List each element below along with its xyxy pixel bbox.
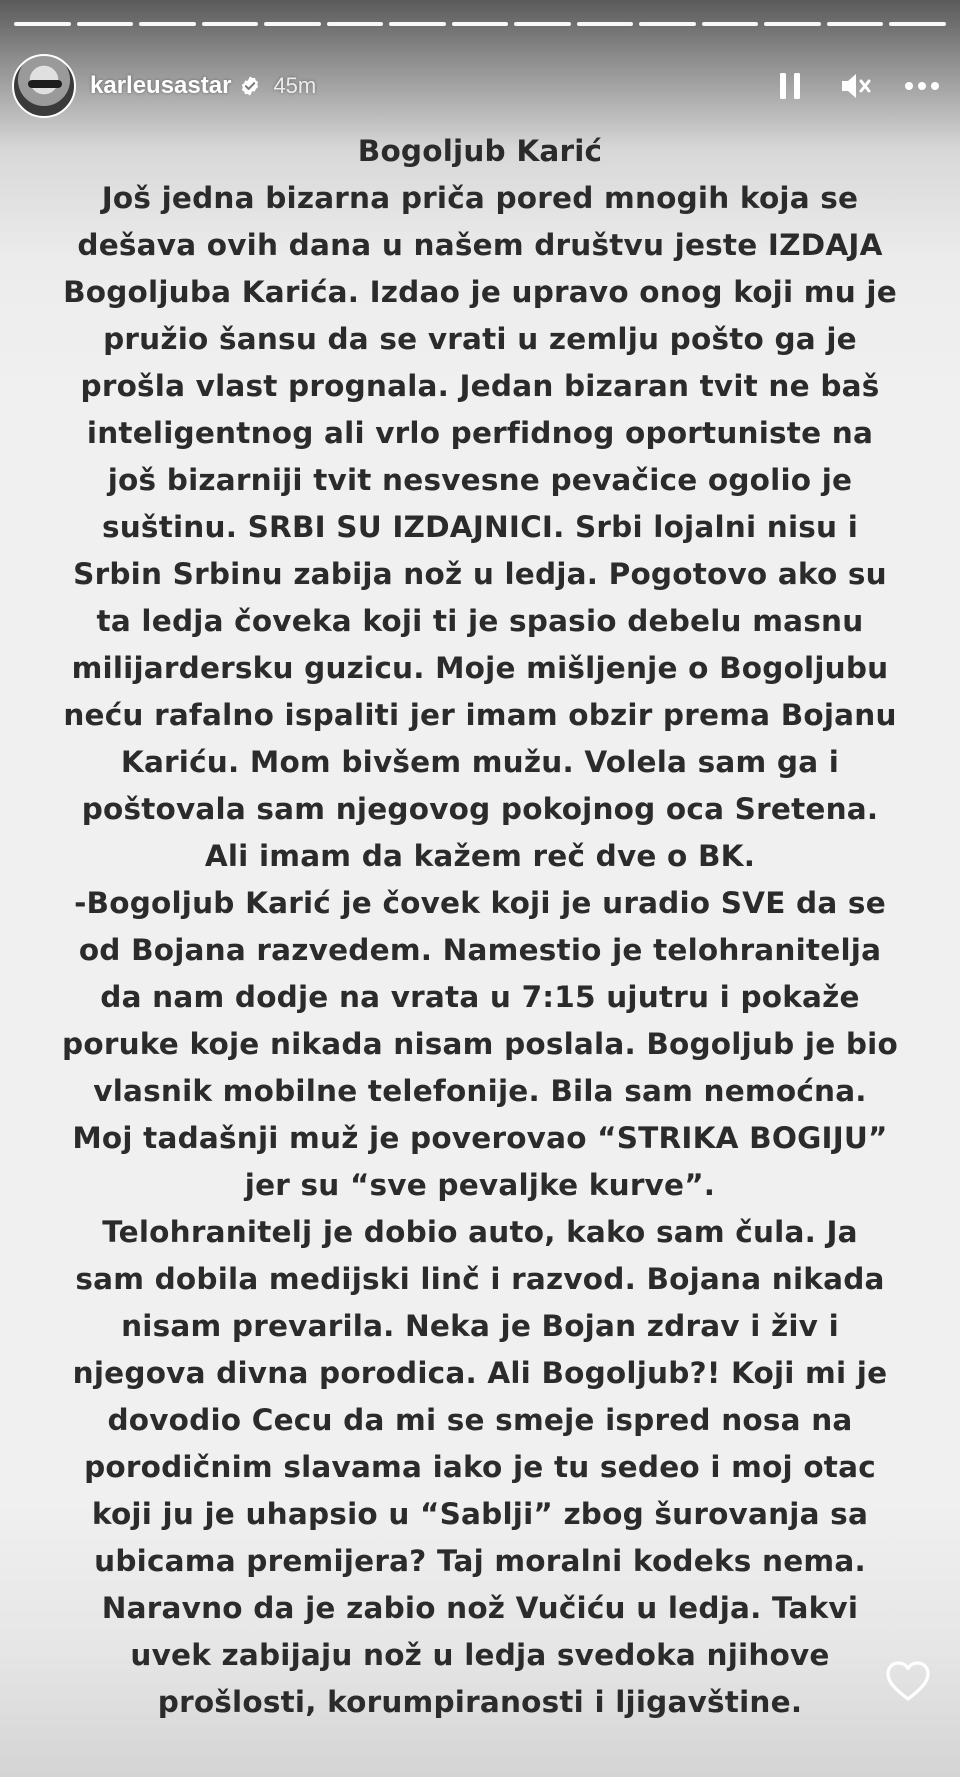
story-text-line: nisam prevarila. Neka je Bojan zdrav i živ i <box>121 1309 839 1343</box>
progress-segment <box>14 22 71 26</box>
progress-segment <box>577 22 634 26</box>
story-text-line: neću rafalno ispaliti jer imam obzir prema Bojanu <box>63 698 897 732</box>
story-text-line: još bizarniji tvit nesvesne pevačice ogolio je <box>107 463 853 497</box>
more-options-icon <box>904 81 940 91</box>
story-text-line: sam dobila medijski linč i razvod. Bojana nikada <box>75 1262 885 1296</box>
story-text-line: da nam dodje na vrata u 7:15 ujutru i pokaže <box>100 980 860 1014</box>
progress-segment <box>639 22 696 26</box>
heart-icon <box>885 1660 931 1702</box>
story-text-line: jer su “sve pevaljke kurve”. <box>244 1168 716 1202</box>
story-text-line: Kariću. Mom bivšem mužu. Volela sam ga i <box>120 745 840 779</box>
progress-segment <box>514 22 571 26</box>
story-header <box>12 50 948 122</box>
story-text-line: Telohranitelj je dobio auto, kako sam čula. Ja <box>102 1215 858 1249</box>
story-text-line: ta ledja čoveka koji ti je spasio debelu masnu <box>96 604 864 638</box>
story-text-line: inteligentnog ali vrlo perfidnog oportuniste na <box>86 416 874 450</box>
story-text-line: pružio šansu da se vrati u zemlju pošto ga je <box>103 322 857 356</box>
progress-segment <box>77 22 134 26</box>
avatar[interactable] <box>12 54 76 118</box>
verified-badge-icon <box>239 75 261 97</box>
pause-icon <box>777 71 803 101</box>
like-button[interactable] <box>880 1653 936 1709</box>
story-text-line: Ali imam da kažem reč dve o BK. <box>204 839 756 873</box>
story-text-line: poštovala sam njegovog pokojnog oca Sretena. <box>81 792 879 826</box>
story-text-line: prošla vlast prognala. Jedan bizaran tvit ne baš <box>80 369 880 403</box>
story-progress-bar <box>14 22 946 26</box>
progress-segment <box>202 22 259 26</box>
progress-segment <box>889 22 946 26</box>
story-text-line: vlasnik mobilne telefonije. Bila sam nemoćna. <box>93 1074 867 1108</box>
progress-segment <box>827 22 884 26</box>
pause-button[interactable] <box>764 60 816 112</box>
story-text-line: prošlosti, korumpiranosti i ljigavštine. <box>157 1685 803 1719</box>
story-text-line: ubicama premijera? Taj moralni kodeks nema. <box>94 1544 866 1578</box>
story-text-line: dovodio Cecu da mi se smeje ispred nosa na <box>107 1403 853 1437</box>
progress-segment <box>139 22 196 26</box>
story-text-line: dešava ovih dana u našem društvu jeste IZDAJA <box>77 228 883 262</box>
story-text-line: milijardersku guzicu. Moje mišljenje o Bogoljubu <box>71 651 889 685</box>
story-text-line: Moj tadašnji muž je poverovao “STRIKA BOGIJU” <box>72 1121 888 1155</box>
story-text-line: Srbin Srbinu zabija nož u ledja. Pogotovo ako su <box>73 557 887 591</box>
story-text-line: -Bogoljub Karić je čovek koji je uradio SVE da se <box>74 886 886 920</box>
more-options-button[interactable] <box>896 60 948 112</box>
username[interactable]: karleusastar <box>90 72 232 99</box>
progress-segment <box>764 22 821 26</box>
story-text-line: uvek zabijaju nož u ledja svedoka njihove <box>130 1638 830 1672</box>
story-text <box>20 128 940 1726</box>
story-timestamp: 45m <box>273 73 317 98</box>
mute-button[interactable] <box>830 60 882 112</box>
progress-segment <box>264 22 321 26</box>
progress-segment <box>327 22 384 26</box>
progress-segment <box>389 22 446 26</box>
story-text-line: Još jedna bizarna priča pored mnogih koja se <box>101 181 859 215</box>
story-text-line: porodičnim slavama iako je tu sedeo i moj otac <box>84 1450 876 1484</box>
progress-segment <box>702 22 759 26</box>
progress-segment <box>452 22 509 26</box>
story-text-title: Bogoljub Karić <box>357 134 603 168</box>
story-text-line: njegova divna porodica. Ali Bogoljub?! Koji mi je <box>72 1356 888 1390</box>
story-text-line: koji ju je uhapsio u “Sablji” zbog šurovanja sa <box>91 1497 869 1531</box>
story-text-line: Bogoljuba Karića. Izdao je upravo onog koji mu je <box>63 275 897 309</box>
story-text-line: suštinu. SRBI SU IZDAJNICI. Srbi lojalni nisu i <box>101 510 859 544</box>
story-text-line: poruke koje nikada nisam poslala. Bogoljub je bio <box>62 1027 898 1061</box>
story-text-line: Naravno da je zabio nož Vučiću u ledja. Takvi <box>101 1591 859 1625</box>
story-text-line: od Bojana razvedem. Namestio je telohranitelja <box>78 933 882 967</box>
muted-speaker-icon <box>840 71 872 101</box>
